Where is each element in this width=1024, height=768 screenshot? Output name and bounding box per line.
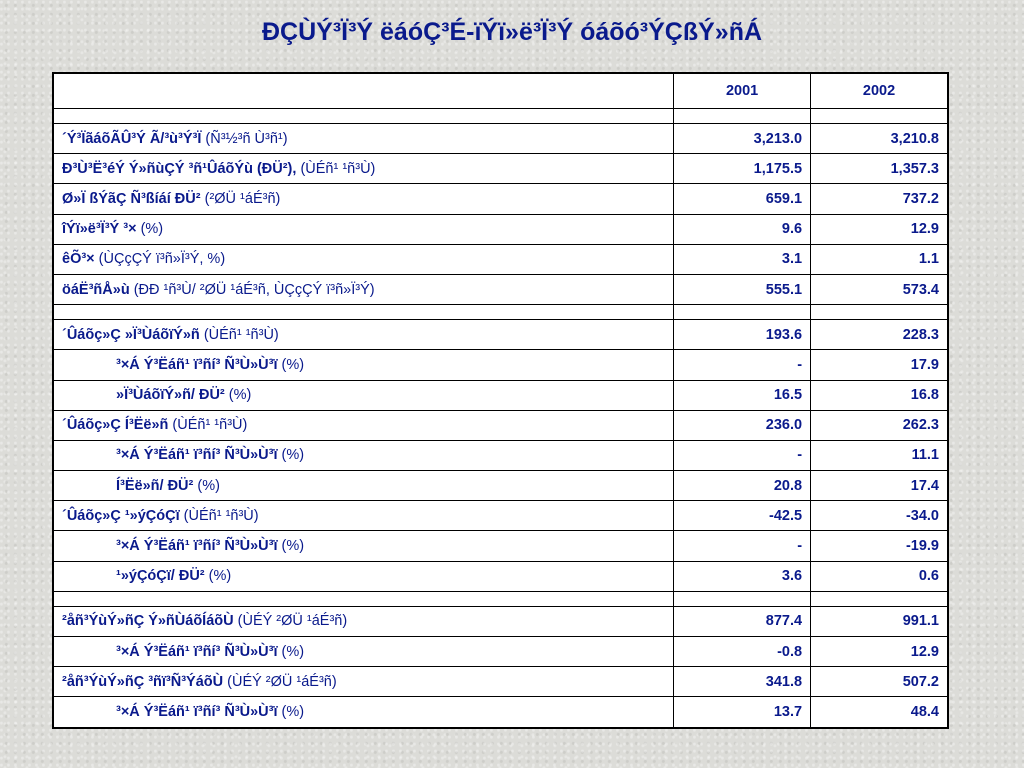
header-label-cell <box>53 73 674 109</box>
value-2002: 11.1 <box>811 440 948 470</box>
row-unit: (%) <box>281 356 305 373</box>
value-2002: 48.4 <box>811 697 948 728</box>
table-row <box>53 471 948 501</box>
row-label-cell <box>53 274 674 304</box>
table-spacer-row <box>53 305 948 320</box>
row-label-cell <box>53 697 674 728</box>
row-unit: (%) <box>197 477 220 494</box>
row-label-cell <box>53 606 674 636</box>
row-label-cell <box>53 667 674 697</box>
value-2002: 17.9 <box>811 350 948 380</box>
value-2002: 1,357.3 <box>811 154 948 184</box>
value-2002: 12.9 <box>811 214 948 244</box>
table-row <box>53 350 948 380</box>
header-year-2001: 2001 <box>674 73 811 109</box>
value-2002: -34.0 <box>811 501 948 531</box>
value-2002: 507.2 <box>811 667 948 697</box>
row-label: ³×Á Ý³Ëáñ¹ ï³ñí³ Ñ³Ù»Ù³ï <box>116 356 278 373</box>
row-label-cell <box>53 440 674 470</box>
row-label-cell <box>53 380 674 410</box>
spacer-cell <box>53 109 674 124</box>
row-label: ²åñ³ÝùÝ»ñÇ Ý»ñÙáõÍáõÙ <box>62 613 234 630</box>
row-label-cell <box>53 244 674 274</box>
row-label: ´Ûáõç»Ç Í³Ëë»ñ <box>62 417 169 434</box>
value-2002: 737.2 <box>811 184 948 214</box>
page-title: ÐÇÙÝ³Ï³Ý ëáóÇ³É-ïÝï»ë³Ï³Ý óáõó³ÝÇßÝ»ñÁ <box>261 18 763 46</box>
value-2002: 573.4 <box>811 274 948 304</box>
table-row <box>53 244 948 274</box>
table-row <box>53 637 948 667</box>
row-label-cell <box>53 154 674 184</box>
table-row <box>53 606 948 636</box>
row-label: îÝï»ë³Ï³Ý ³× <box>62 221 137 238</box>
row-unit: (ÙÉÝ ²ØÜ ¹áÉ³ñ) <box>227 673 337 690</box>
row-label-cell <box>53 531 674 561</box>
spacer-cell <box>674 305 811 320</box>
value-2001: -0.8 <box>674 637 811 667</box>
table-row <box>53 697 948 728</box>
spacer-cell <box>53 305 674 320</box>
spacer-cell <box>53 591 674 606</box>
value-2002: 228.3 <box>811 320 948 350</box>
row-label: êÕ³× <box>62 251 95 268</box>
row-label: ³×Á Ý³Ëáñ¹ ï³ñí³ Ñ³Ù»Ù³ï <box>116 447 278 464</box>
value-2002: 0.6 <box>811 561 948 591</box>
value-2001: 193.6 <box>674 320 811 350</box>
value-2001: 236.0 <box>674 410 811 440</box>
row-label: Ð³Ù³Ë³éÝ Ý»ñùÇÝ ³ñ¹ÛáõÝù (ÐÜ²), <box>62 160 297 177</box>
value-2001: - <box>674 350 811 380</box>
row-label: ´Ûáõç»Ç »Ï³ÙáõïÝ»ñ <box>62 326 200 343</box>
row-label: ³×Á Ý³Ëáñ¹ ï³ñí³ Ñ³Ù»Ù³ï <box>116 703 278 720</box>
table-row <box>53 501 948 531</box>
row-label-cell <box>53 184 674 214</box>
table-row <box>53 410 948 440</box>
row-label: ²åñ³ÝùÝ»ñÇ ³ñï³Ñ³ÝáõÙ <box>62 673 224 690</box>
table-row <box>53 561 948 591</box>
value-2001: 659.1 <box>674 184 811 214</box>
row-unit: (ÙÉñ¹ ¹ñ³Ù) <box>183 507 259 524</box>
row-label: Ø»Ï ßÝãÇ Ñ³ßíáí ÐÜ² <box>62 190 201 207</box>
table-spacer-row <box>53 109 948 124</box>
value-2001: 20.8 <box>674 471 811 501</box>
value-2001: 3.1 <box>674 244 811 274</box>
row-unit: (ÙÉÝ ²ØÜ ¹áÉ³ñ) <box>237 613 348 630</box>
spacer-cell <box>811 591 948 606</box>
row-unit: (ÐÐ ¹ñ³Ù/ ²ØÜ ¹áÉ³ñ, ÙÇçÇÝ ï³ñ»Ï³Ý) <box>133 281 375 298</box>
table-row <box>53 274 948 304</box>
row-label: Í³Ëë»ñ/ ÐÜ² <box>116 477 194 494</box>
row-unit: (%) <box>281 703 305 720</box>
table-row <box>53 531 948 561</box>
table-row <box>53 380 948 410</box>
table-spacer-row <box>53 591 948 606</box>
value-2001: 3,213.0 <box>674 124 811 154</box>
header-year-2002: 2002 <box>811 73 948 109</box>
row-label: ³×Á Ý³Ëáñ¹ ï³ñí³ Ñ³Ù»Ù³ï <box>116 643 278 660</box>
row-label-cell <box>53 637 674 667</box>
row-unit: (%) <box>228 387 252 404</box>
value-2002: 17.4 <box>811 471 948 501</box>
spacer-cell <box>674 591 811 606</box>
value-2002: 1.1 <box>811 244 948 274</box>
value-2001: 3.6 <box>674 561 811 591</box>
value-2002: 991.1 <box>811 606 948 636</box>
row-label: »Ï³ÙáõïÝ»ñ/ ÐÜ² <box>116 387 225 404</box>
row-label-cell <box>53 124 674 154</box>
row-unit: (%) <box>281 643 305 660</box>
value-2001: 1,175.5 <box>674 154 811 184</box>
value-2001: - <box>674 440 811 470</box>
row-unit: (%) <box>281 538 305 555</box>
value-2002: 12.9 <box>811 637 948 667</box>
row-unit: (Ñ³½³ñ Ù³ñ¹) <box>205 130 288 147</box>
row-label-cell <box>53 320 674 350</box>
row-label: ´Ûáõç»Ç ¹»ýÇóÇï <box>62 507 180 524</box>
table-header-row <box>53 73 948 109</box>
value-2001: -42.5 <box>674 501 811 531</box>
row-unit: (²ØÜ ¹áÉ³ñ) <box>204 190 281 207</box>
row-label: ¹»ýÇóÇï/ ÐÜ² <box>116 568 205 585</box>
spacer-cell <box>811 109 948 124</box>
row-unit: (ÙÉñ¹ ¹ñ³Ù) <box>300 160 376 177</box>
row-label: ³×Á Ý³Ëáñ¹ ï³ñí³ Ñ³Ù»Ù³ï <box>116 538 278 555</box>
row-label-cell <box>53 501 674 531</box>
value-2001: - <box>674 531 811 561</box>
row-label: öáË³ñÅ»ù <box>62 281 130 298</box>
row-label-cell <box>53 561 674 591</box>
value-2001: 16.5 <box>674 380 811 410</box>
row-unit: (%) <box>208 568 232 585</box>
table-row <box>53 440 948 470</box>
spacer-cell <box>674 109 811 124</box>
table-row <box>53 154 948 184</box>
indicators-table <box>52 72 949 729</box>
value-2001: 877.4 <box>674 606 811 636</box>
value-2001: 9.6 <box>674 214 811 244</box>
row-label-cell <box>53 350 674 380</box>
row-label: ´Ý³ÏãáõÃÛ³Ý Ã/³ù³Ý³Ï <box>62 130 202 147</box>
row-unit: (%) <box>281 447 305 464</box>
value-2002: 16.8 <box>811 380 948 410</box>
row-unit: (ÙÇçÇÝ ï³ñ»Ï³Ý, %) <box>98 251 226 268</box>
row-label-cell <box>53 410 674 440</box>
table-row <box>53 667 948 697</box>
row-unit: (%) <box>140 221 164 238</box>
value-2002: 262.3 <box>811 410 948 440</box>
table-row <box>53 184 948 214</box>
row-unit: (ÙÉñ¹ ¹ñ³Ù) <box>203 326 279 343</box>
row-label-cell <box>53 471 674 501</box>
value-2001: 555.1 <box>674 274 811 304</box>
row-label-cell <box>53 214 674 244</box>
table-row <box>53 214 948 244</box>
value-2002: -19.9 <box>811 531 948 561</box>
row-unit: (ÙÉñ¹ ¹ñ³Ù) <box>172 417 248 434</box>
value-2002: 3,210.8 <box>811 124 948 154</box>
value-2001: 341.8 <box>674 667 811 697</box>
table-row <box>53 320 948 350</box>
spacer-cell <box>811 305 948 320</box>
table-row <box>53 124 948 154</box>
value-2001: 13.7 <box>674 697 811 728</box>
